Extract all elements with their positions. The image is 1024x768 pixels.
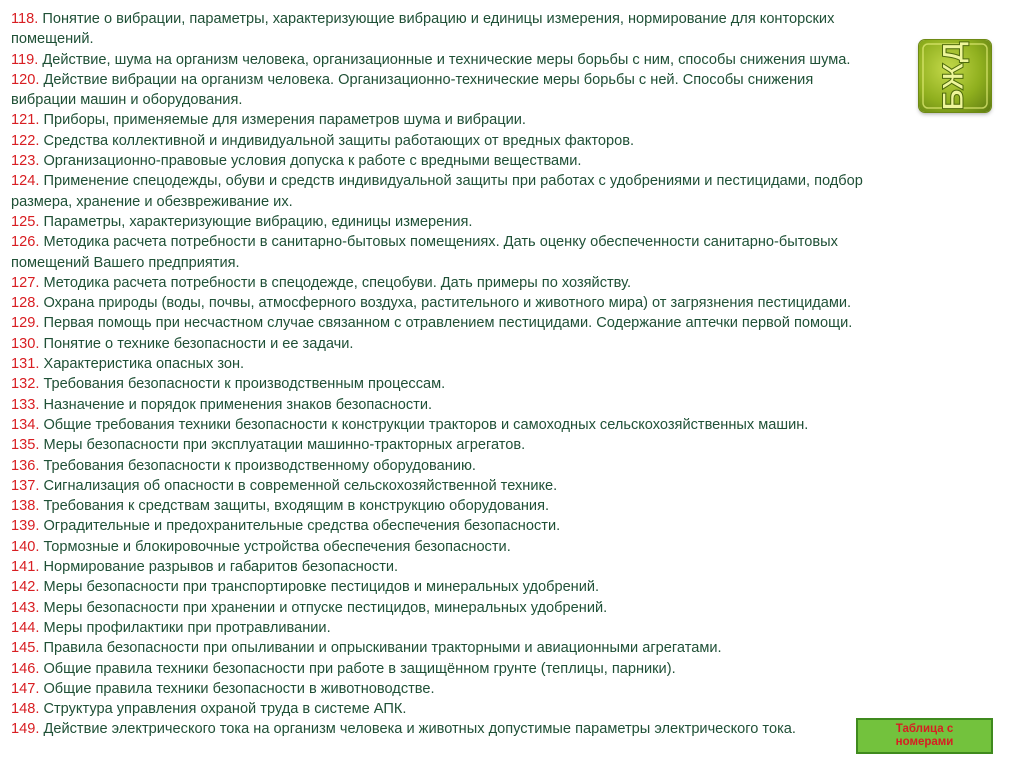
question-item <box>11 699 1011 719</box>
question-number: 140. <box>11 538 40 555</box>
question-text: Организационно-правовые условия допуска к работе с вредными веществами. <box>39 153 582 170</box>
question-text: размера, хранение и обезвреживание их. <box>11 193 293 210</box>
question-number: 144. <box>11 619 40 636</box>
question-item <box>11 598 1011 618</box>
question-text: Применение спецодежды, обуви и средств индивидуальной защиты при работах с удобрениями и пестицидами, подбор <box>39 173 863 190</box>
question-number: 120. <box>11 71 40 88</box>
question-number: 135. <box>11 437 40 454</box>
question-item <box>11 476 1011 496</box>
question-text: помещений. <box>11 31 94 48</box>
question-list <box>11 9 1011 740</box>
question-item <box>11 679 1011 699</box>
question-item <box>11 212 1011 232</box>
question-text: Действие, шума на организм человека, организационные и технические меры борьбы с ним, способы снижения шума. <box>38 51 851 68</box>
question-number: 137. <box>11 477 40 494</box>
table-button-label: Таблица с номерами <box>895 723 954 748</box>
question-text: вибрации машин и оборудования. <box>11 92 243 109</box>
question-text: Общие правила техники безопасности в животноводстве. <box>39 680 435 697</box>
question-text: Требования безопасности к производственным процессам. <box>39 376 446 393</box>
question-text: Первая помощь при несчастном случае связанном с отравлением пестицидами. Содержание аптечки первой помощи. <box>39 315 853 332</box>
question-text: Сигнализация об опасности в современной сельскохозяйственной технике. <box>39 477 558 494</box>
question-number: 133. <box>11 396 40 413</box>
question-item <box>11 435 1011 455</box>
question-item <box>11 293 1011 313</box>
question-item <box>11 638 1011 658</box>
question-number: 131. <box>11 356 40 373</box>
question-text: Понятие о технике безопасности и ее задачи. <box>39 335 354 352</box>
question-text: Оградительные и предохранительные средства обеспечения безопасности. <box>39 518 561 535</box>
question-item <box>11 354 1011 374</box>
question-item <box>11 50 1011 70</box>
question-text: Понятие о вибрации, параметры, характеризующие вибрацию и единицы измерения, нормирование для конторских <box>38 11 835 27</box>
question-number: 128. <box>11 295 40 312</box>
question-text: Нормирование разрывов и габаритов безопасности. <box>39 559 399 576</box>
question-item <box>11 334 1011 354</box>
question-text: Тормозные и блокировочные устройства обеспечения безопасности. <box>39 538 511 555</box>
question-text: Меры безопасности при транспортировке пестицидов и минеральных удобрений. <box>39 579 600 596</box>
question-item <box>11 374 1011 394</box>
question-text: Меры профилактики при протравливании. <box>39 619 331 636</box>
question-item <box>11 516 1011 536</box>
question-number: 148. <box>11 701 40 718</box>
question-number: 136. <box>11 457 40 474</box>
question-number: 123. <box>11 153 40 170</box>
question-number: 129. <box>11 315 40 332</box>
question-text: Охрана природы (воды, почвы, атмосферного воздуха, растительного и животного мира) от загрязнения пестицидами. <box>39 295 852 312</box>
question-text: помещений Вашего предприятия. <box>11 254 240 271</box>
question-number: 121. <box>11 112 40 129</box>
question-item <box>11 273 1011 293</box>
question-item <box>11 232 1011 252</box>
table-with-numbers-button[interactable] <box>856 718 993 754</box>
question-text: Характеристика опасных зон. <box>39 356 245 373</box>
question-text: Меры безопасности при эксплуатации машинно-тракторных агрегатов. <box>39 437 526 454</box>
question-item <box>11 29 1011 49</box>
question-number: 130. <box>11 335 40 352</box>
question-number: 132. <box>11 376 40 393</box>
question-text: Правила безопасности при опыливании и опрыскивании тракторными и авиационными агрегатами. <box>39 640 722 657</box>
question-item <box>11 313 1011 333</box>
question-item <box>11 537 1011 557</box>
question-text: Структура управления охраной труда в системе АПК. <box>39 701 407 718</box>
question-number: 145. <box>11 640 40 657</box>
question-number: 127. <box>11 274 40 291</box>
question-item <box>11 496 1011 516</box>
question-number: 149. <box>11 721 40 738</box>
question-number: 124. <box>11 173 40 190</box>
question-text: Методика расчета потребности в санитарно-бытовых помещениях. Дать оценку обеспеченности санитарно-бытовых <box>39 234 838 251</box>
question-item <box>11 90 1011 110</box>
question-text: Меры безопасности при хранении и отпуске пестицидов, минеральных удобрений. <box>39 599 608 616</box>
question-number: 118. <box>11 11 39 27</box>
question-number: 134. <box>11 416 40 433</box>
question-item <box>11 171 1011 191</box>
question-text: Действие вибрации на организм человека. Организационно-технические меры борьбы с ней. Способы снижения <box>39 71 814 88</box>
question-item <box>11 110 1011 130</box>
question-item <box>11 253 1011 273</box>
bzd-logo <box>919 40 991 112</box>
question-item <box>11 456 1011 476</box>
question-item <box>11 192 1011 212</box>
question-number: 147. <box>11 680 40 697</box>
question-item <box>11 70 1011 90</box>
question-item <box>11 9 1011 29</box>
question-text: Общие требования техники безопасности к конструкции тракторов и самоходных сельскохозяйственных машин. <box>39 416 809 433</box>
question-number: 142. <box>11 579 40 596</box>
question-number: 139. <box>11 518 40 535</box>
question-item <box>11 659 1011 679</box>
question-text: Общие правила техники безопасности при работе в защищённом грунте (теплицы, парники). <box>39 660 676 677</box>
question-number: 125. <box>11 213 40 230</box>
bzd-logo-text: БЖД <box>936 41 970 111</box>
question-item <box>11 131 1011 151</box>
question-number: 119. <box>11 51 39 68</box>
question-number: 141. <box>11 559 40 576</box>
question-text: Требования к средствам защиты, входящим в конструкцию оборудования. <box>39 498 550 515</box>
question-number: 122. <box>11 132 40 149</box>
question-text: Действие электрического тока на организм человека и животных допустимые параметры электрического тока. <box>39 721 796 738</box>
question-text: Средства коллективной и индивидуальной защиты работающих от вредных факторов. <box>39 132 635 149</box>
question-number: 126. <box>11 234 40 251</box>
question-item <box>11 395 1011 415</box>
question-text: Параметры, характеризующие вибрацию, единицы измерения. <box>39 213 473 230</box>
question-item <box>11 557 1011 577</box>
question-item <box>11 577 1011 597</box>
question-text: Назначение и порядок применения знаков безопасности. <box>39 396 433 413</box>
question-item <box>11 618 1011 638</box>
question-number: 138. <box>11 498 40 515</box>
question-number: 143. <box>11 599 40 616</box>
bzd-logo-icon <box>919 40 991 112</box>
question-text: Методика расчета потребности в спецодежде, спецобуви. Дать примеры по хозяйству. <box>39 274 632 291</box>
question-item <box>11 151 1011 171</box>
question-text: Приборы, применяемые для измерения параметров шума и вибрации. <box>39 112 526 129</box>
question-number: 146. <box>11 660 40 677</box>
question-text: Требования безопасности к производственному оборудованию. <box>39 457 476 474</box>
question-item <box>11 415 1011 435</box>
